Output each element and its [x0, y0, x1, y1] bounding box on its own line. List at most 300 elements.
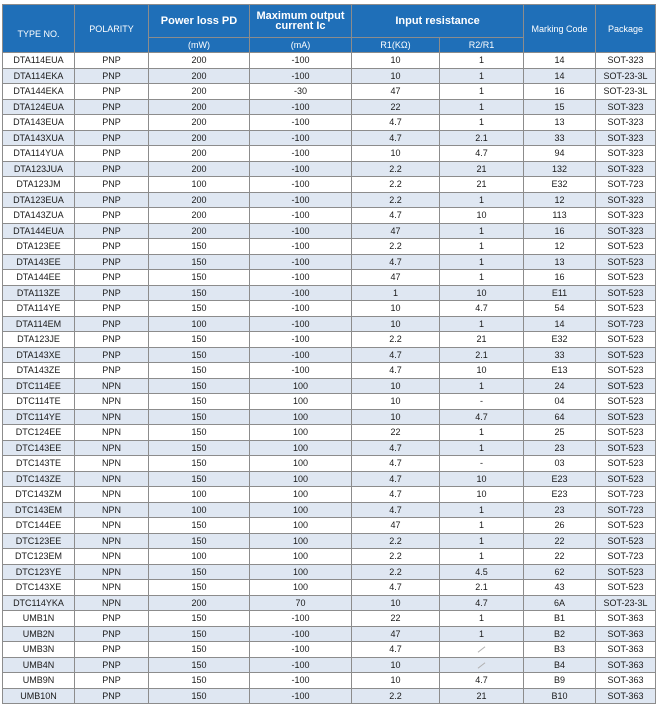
cell-package: SOT-523	[596, 456, 656, 472]
cell-max-current: -100	[250, 146, 352, 162]
cell-type-no: DTC114YE	[3, 409, 75, 425]
cell-power-loss: 200	[149, 146, 250, 162]
cell-package: SOT-723	[596, 549, 656, 565]
cell-r1: 22	[352, 611, 440, 627]
cell-marking-code: 14	[524, 68, 596, 84]
table-body	[3, 53, 656, 704]
cell-r2-r1: 21	[440, 161, 524, 177]
cell-polarity: PNP	[75, 84, 149, 100]
cell-r2-r1: 4.7	[440, 595, 524, 611]
cell-polarity: PNP	[75, 223, 149, 239]
cell-r1: 22	[352, 425, 440, 441]
cell-power-loss: 100	[149, 549, 250, 565]
cell-polarity: PNP	[75, 68, 149, 84]
cell-polarity: NPN	[75, 564, 149, 580]
table-row	[3, 378, 656, 394]
cell-power-loss: 200	[149, 99, 250, 115]
table-row	[3, 239, 656, 255]
cell-type-no: DTA114YUA	[3, 146, 75, 162]
cell-r2-r1: 1	[440, 425, 524, 441]
transistor-spec-table	[2, 4, 656, 704]
table-row	[3, 642, 656, 658]
cell-r1: 4.7	[352, 456, 440, 472]
table-row	[3, 564, 656, 580]
cell-max-current: -100	[250, 270, 352, 286]
cell-r2-r1: 21	[440, 688, 524, 704]
cell-marking-code: 26	[524, 518, 596, 534]
cell-max-current: -100	[250, 68, 352, 84]
cell-polarity: PNP	[75, 642, 149, 658]
cell-r1: 4.7	[352, 347, 440, 363]
cell-polarity: NPN	[75, 471, 149, 487]
table-row	[3, 177, 656, 193]
cell-r2-r1: 1	[440, 502, 524, 518]
cell-type-no: DTA123JE	[3, 332, 75, 348]
cell-max-current: 100	[250, 471, 352, 487]
cell-package: SOT-523	[596, 580, 656, 596]
cell-package: SOT-323	[596, 53, 656, 69]
cell-r2-r1: 4.7	[440, 146, 524, 162]
cell-max-current: 100	[250, 518, 352, 534]
spec-table-wrapper	[2, 4, 656, 704]
cell-power-loss: 150	[149, 673, 250, 689]
cell-type-no: DTA123EE	[3, 239, 75, 255]
table-row	[3, 611, 656, 627]
cell-r2-r1: 1	[440, 378, 524, 394]
cell-r2-r1: 1	[440, 533, 524, 549]
cell-marking-code: 132	[524, 161, 596, 177]
cell-r1: 10	[352, 673, 440, 689]
cell-type-no: UMB3N	[3, 642, 75, 658]
cell-type-no: UMB10N	[3, 688, 75, 704]
cell-polarity: PNP	[75, 208, 149, 224]
cell-package: SOT-23-3L	[596, 84, 656, 100]
cell-power-loss: 150	[149, 642, 250, 658]
cell-polarity: PNP	[75, 688, 149, 704]
cell-r2-r1: -	[440, 394, 524, 410]
cell-power-loss: 150	[149, 254, 250, 270]
cell-polarity: PNP	[75, 130, 149, 146]
cell-r2-r1: 1	[440, 239, 524, 255]
cell-r2-r1: 2.1	[440, 347, 524, 363]
cell-marking-code: 23	[524, 502, 596, 518]
cell-polarity: NPN	[75, 502, 149, 518]
cell-package: SOT-323	[596, 208, 656, 224]
cell-package: SOT-323	[596, 130, 656, 146]
cell-type-no: DTC123EM	[3, 549, 75, 565]
cell-package: SOT-523	[596, 332, 656, 348]
cell-package: SOT-523	[596, 518, 656, 534]
cell-r1: 2.2	[352, 161, 440, 177]
cell-marking-code: B1	[524, 611, 596, 627]
cell-power-loss: 150	[149, 533, 250, 549]
table-row	[3, 53, 656, 69]
cell-max-current: 100	[250, 378, 352, 394]
cell-package: SOT-323	[596, 146, 656, 162]
cell-package: SOT-23-3L	[596, 68, 656, 84]
cell-polarity: PNP	[75, 332, 149, 348]
cell-marking-code: 03	[524, 456, 596, 472]
cell-type-no: UMB2N	[3, 626, 75, 642]
table-row	[3, 115, 656, 131]
cell-r2-r1: 4.5	[440, 564, 524, 580]
cell-marking-code: 54	[524, 301, 596, 317]
table-row	[3, 84, 656, 100]
cell-max-current: -100	[250, 673, 352, 689]
table-row	[3, 363, 656, 379]
cell-r1: 22	[352, 99, 440, 115]
table-row	[3, 425, 656, 441]
cell-polarity: PNP	[75, 626, 149, 642]
table-row	[3, 394, 656, 410]
cell-marking-code: 33	[524, 130, 596, 146]
cell-r2-r1: 4.7	[440, 673, 524, 689]
cell-package: SOT-523	[596, 270, 656, 286]
cell-type-no: DTA144EE	[3, 270, 75, 286]
cell-r2-r1: 10	[440, 208, 524, 224]
cell-polarity: PNP	[75, 673, 149, 689]
cell-max-current: -100	[250, 688, 352, 704]
cell-max-current: 100	[250, 394, 352, 410]
cell-r1: 4.7	[352, 254, 440, 270]
cell-max-current: -100	[250, 208, 352, 224]
cell-r1: 10	[352, 53, 440, 69]
cell-package: SOT-523	[596, 394, 656, 410]
cell-power-loss: 200	[149, 84, 250, 100]
cell-marking-code: 62	[524, 564, 596, 580]
cell-max-current: 100	[250, 487, 352, 503]
cell-max-current: -100	[250, 611, 352, 627]
cell-package: SOT-523	[596, 533, 656, 549]
cell-type-no: DTC143TE	[3, 456, 75, 472]
cell-polarity: NPN	[75, 456, 149, 472]
cell-r2-r1: 4.7	[440, 409, 524, 425]
cell-marking-code: E32	[524, 332, 596, 348]
cell-type-no: DTC123YE	[3, 564, 75, 580]
cell-r2-r1: 1	[440, 115, 524, 131]
cell-max-current: -100	[250, 332, 352, 348]
cell-max-current: 70	[250, 595, 352, 611]
cell-r1: 47	[352, 518, 440, 534]
header-max-output-current: Maximum output current Ic	[250, 5, 352, 38]
cell-power-loss: 150	[149, 564, 250, 580]
cell-power-loss: 150	[149, 626, 250, 642]
cell-type-no: DTA113ZE	[3, 285, 75, 301]
cell-polarity: NPN	[75, 378, 149, 394]
cell-type-no: DTC114TE	[3, 394, 75, 410]
table-row	[3, 130, 656, 146]
table-row	[3, 223, 656, 239]
cell-max-current: -100	[250, 301, 352, 317]
cell-marking-code: 22	[524, 549, 596, 565]
cell-r2-r1: 21	[440, 332, 524, 348]
cell-max-current: -100	[250, 626, 352, 642]
cell-power-loss: 200	[149, 53, 250, 69]
cell-package: SOT-523	[596, 564, 656, 580]
cell-package: SOT-523	[596, 301, 656, 317]
cell-polarity: PNP	[75, 270, 149, 286]
cell-power-loss: 200	[149, 68, 250, 84]
cell-r1: 10	[352, 394, 440, 410]
cell-max-current: -100	[250, 642, 352, 658]
cell-power-loss: 150	[149, 456, 250, 472]
cell-package: SOT-723	[596, 177, 656, 193]
cell-r1: 10	[352, 409, 440, 425]
cell-power-loss: 200	[149, 130, 250, 146]
cell-package: SOT-363	[596, 657, 656, 673]
cell-r2-r1	[440, 657, 524, 673]
cell-power-loss: 150	[149, 471, 250, 487]
cell-polarity: PNP	[75, 99, 149, 115]
cell-marking-code: 12	[524, 192, 596, 208]
cell-marking-code: E23	[524, 471, 596, 487]
cell-package: SOT-523	[596, 425, 656, 441]
cell-power-loss: 150	[149, 425, 250, 441]
cell-r1: 2.2	[352, 239, 440, 255]
cell-r1: 2.2	[352, 533, 440, 549]
cell-r1: 10	[352, 68, 440, 84]
table-row	[3, 68, 656, 84]
cell-marking-code: 13	[524, 115, 596, 131]
cell-marking-code: E23	[524, 487, 596, 503]
cell-type-no: UMB9N	[3, 673, 75, 689]
cell-type-no: DTA123EUA	[3, 192, 75, 208]
cell-type-no: DTA143XUA	[3, 130, 75, 146]
cell-r1: 10	[352, 146, 440, 162]
cell-type-no: DTA144EUA	[3, 223, 75, 239]
cell-r1: 10	[352, 657, 440, 673]
cell-polarity: NPN	[75, 549, 149, 565]
cell-polarity: NPN	[75, 595, 149, 611]
cell-r1: 2.2	[352, 177, 440, 193]
cell-power-loss: 150	[149, 688, 250, 704]
cell-type-no: DTA144EKA	[3, 84, 75, 100]
cell-polarity: PNP	[75, 192, 149, 208]
table-row	[3, 518, 656, 534]
cell-polarity: PNP	[75, 301, 149, 317]
cell-package: SOT-523	[596, 378, 656, 394]
cell-r2-r1: 1	[440, 84, 524, 100]
cell-marking-code: 16	[524, 223, 596, 239]
cell-r1: 10	[352, 595, 440, 611]
cell-polarity: PNP	[75, 657, 149, 673]
cell-r1: 4.7	[352, 130, 440, 146]
cell-max-current: -100	[250, 223, 352, 239]
header-polarity: POLARITY	[75, 5, 149, 53]
cell-power-loss: 200	[149, 208, 250, 224]
cell-type-no: DTC143ZM	[3, 487, 75, 503]
cell-type-no: DTC123EE	[3, 533, 75, 549]
cell-r2-r1: 2.1	[440, 580, 524, 596]
cell-polarity: NPN	[75, 487, 149, 503]
cell-marking-code: B2	[524, 626, 596, 642]
cell-polarity: PNP	[75, 316, 149, 332]
cell-package: SOT-723	[596, 316, 656, 332]
cell-marking-code: 15	[524, 99, 596, 115]
cell-marking-code: 24	[524, 378, 596, 394]
header-row-main	[3, 5, 656, 38]
cell-marking-code: B3	[524, 642, 596, 658]
cell-power-loss: 150	[149, 611, 250, 627]
cell-r1: 2.2	[352, 688, 440, 704]
cell-r2-r1: 1	[440, 68, 524, 84]
cell-polarity: PNP	[75, 146, 149, 162]
cell-package: SOT-363	[596, 688, 656, 704]
table-row	[3, 285, 656, 301]
cell-max-current: -100	[250, 347, 352, 363]
cell-marking-code: 16	[524, 270, 596, 286]
cell-r1: 1	[352, 285, 440, 301]
cell-power-loss: 100	[149, 487, 250, 503]
header-package: Package	[596, 5, 656, 53]
cell-r1: 4.7	[352, 440, 440, 456]
table-row	[3, 161, 656, 177]
cell-polarity: PNP	[75, 177, 149, 193]
cell-r2-r1: 1	[440, 254, 524, 270]
cell-r1: 4.7	[352, 580, 440, 596]
cell-power-loss: 150	[149, 332, 250, 348]
cell-max-current: -30	[250, 84, 352, 100]
cell-package: SOT-523	[596, 363, 656, 379]
cell-r1: 10	[352, 378, 440, 394]
cell-r2-r1: 1	[440, 99, 524, 115]
table-row	[3, 99, 656, 115]
cell-package: SOT-323	[596, 223, 656, 239]
header-unit-power: (mW)	[149, 38, 250, 53]
cell-max-current: -100	[250, 115, 352, 131]
cell-r1: 47	[352, 270, 440, 286]
cell-type-no: DTA123JUA	[3, 161, 75, 177]
cell-max-current: -100	[250, 161, 352, 177]
cell-r1: 47	[352, 223, 440, 239]
cell-max-current: -100	[250, 239, 352, 255]
table-row	[3, 301, 656, 317]
cell-polarity: PNP	[75, 53, 149, 69]
cell-marking-code: 113	[524, 208, 596, 224]
cell-marking-code: B4	[524, 657, 596, 673]
cell-max-current: 100	[250, 409, 352, 425]
table-row	[3, 580, 656, 596]
cell-power-loss: 200	[149, 223, 250, 239]
cell-polarity: NPN	[75, 425, 149, 441]
cell-r2-r1: 1	[440, 611, 524, 627]
cell-power-loss: 100	[149, 502, 250, 518]
cell-r1: 4.7	[352, 502, 440, 518]
cell-max-current: 100	[250, 456, 352, 472]
cell-type-no: DTC143ZE	[3, 471, 75, 487]
table-row	[3, 146, 656, 162]
cell-max-current: 100	[250, 502, 352, 518]
table-row	[3, 673, 656, 689]
cell-power-loss: 150	[149, 363, 250, 379]
table-row	[3, 595, 656, 611]
cell-power-loss: 100	[149, 177, 250, 193]
cell-r2-r1: 2.1	[440, 130, 524, 146]
cell-type-no: DTC114EE	[3, 378, 75, 394]
cell-type-no: DTA143EE	[3, 254, 75, 270]
cell-r1: 10	[352, 301, 440, 317]
cell-marking-code: 6A	[524, 595, 596, 611]
cell-r1: 2.2	[352, 564, 440, 580]
cell-polarity: NPN	[75, 580, 149, 596]
cell-polarity: PNP	[75, 285, 149, 301]
cell-type-no: DTA143ZE	[3, 363, 75, 379]
cell-marking-code: 14	[524, 316, 596, 332]
cell-package: SOT-323	[596, 99, 656, 115]
cell-r1: 2.2	[352, 549, 440, 565]
table-row	[3, 471, 656, 487]
cell-r1: 2.2	[352, 192, 440, 208]
cell-marking-code: 33	[524, 347, 596, 363]
cell-power-loss: 150	[149, 378, 250, 394]
cell-power-loss: 150	[149, 580, 250, 596]
cell-max-current: -100	[250, 177, 352, 193]
cell-package: SOT-323	[596, 161, 656, 177]
cell-package: SOT-363	[596, 673, 656, 689]
cell-power-loss: 150	[149, 301, 250, 317]
cell-r2-r1: 10	[440, 285, 524, 301]
cell-r2-r1: 10	[440, 363, 524, 379]
cell-package: SOT-523	[596, 471, 656, 487]
cell-max-current: 100	[250, 580, 352, 596]
cell-r1: 4.7	[352, 471, 440, 487]
cell-polarity: PNP	[75, 254, 149, 270]
cell-marking-code: 94	[524, 146, 596, 162]
cell-power-loss: 150	[149, 394, 250, 410]
cell-package: SOT-23-3L	[596, 595, 656, 611]
cell-polarity: PNP	[75, 363, 149, 379]
header-type-no: TYPE NO.	[3, 5, 75, 53]
cell-marking-code: 23	[524, 440, 596, 456]
header-r2-r1: R2/R1	[440, 38, 524, 53]
cell-power-loss: 150	[149, 440, 250, 456]
cell-polarity: PNP	[75, 347, 149, 363]
cell-package: SOT-323	[596, 192, 656, 208]
cell-r1: 4.7	[352, 487, 440, 503]
table-row	[3, 688, 656, 704]
cell-polarity: NPN	[75, 533, 149, 549]
cell-type-no: UMB1N	[3, 611, 75, 627]
cell-marking-code: E13	[524, 363, 596, 379]
cell-max-current: -100	[250, 316, 352, 332]
cell-r1: 4.7	[352, 642, 440, 658]
cell-r2-r1	[440, 642, 524, 658]
cell-package: SOT-523	[596, 254, 656, 270]
cell-type-no: UMB4N	[3, 657, 75, 673]
header-unit-current: (mA)	[250, 38, 352, 53]
cell-r1: 47	[352, 84, 440, 100]
table-row	[3, 208, 656, 224]
cell-r2-r1: 1	[440, 518, 524, 534]
cell-r1: 47	[352, 626, 440, 642]
cell-marking-code: B10	[524, 688, 596, 704]
cell-max-current: 100	[250, 564, 352, 580]
cell-polarity: NPN	[75, 440, 149, 456]
cell-marking-code: 16	[524, 84, 596, 100]
header-r1: R1(KΩ)	[352, 38, 440, 53]
table-row	[3, 254, 656, 270]
cell-power-loss: 200	[149, 192, 250, 208]
cell-type-no: DTA143EUA	[3, 115, 75, 131]
cell-r2-r1: 1	[440, 223, 524, 239]
cell-r2-r1: -	[440, 456, 524, 472]
table-row	[3, 347, 656, 363]
table-row	[3, 502, 656, 518]
cell-max-current: -100	[250, 657, 352, 673]
cell-power-loss: 150	[149, 518, 250, 534]
cell-r2-r1: 1	[440, 192, 524, 208]
cell-power-loss: 150	[149, 285, 250, 301]
